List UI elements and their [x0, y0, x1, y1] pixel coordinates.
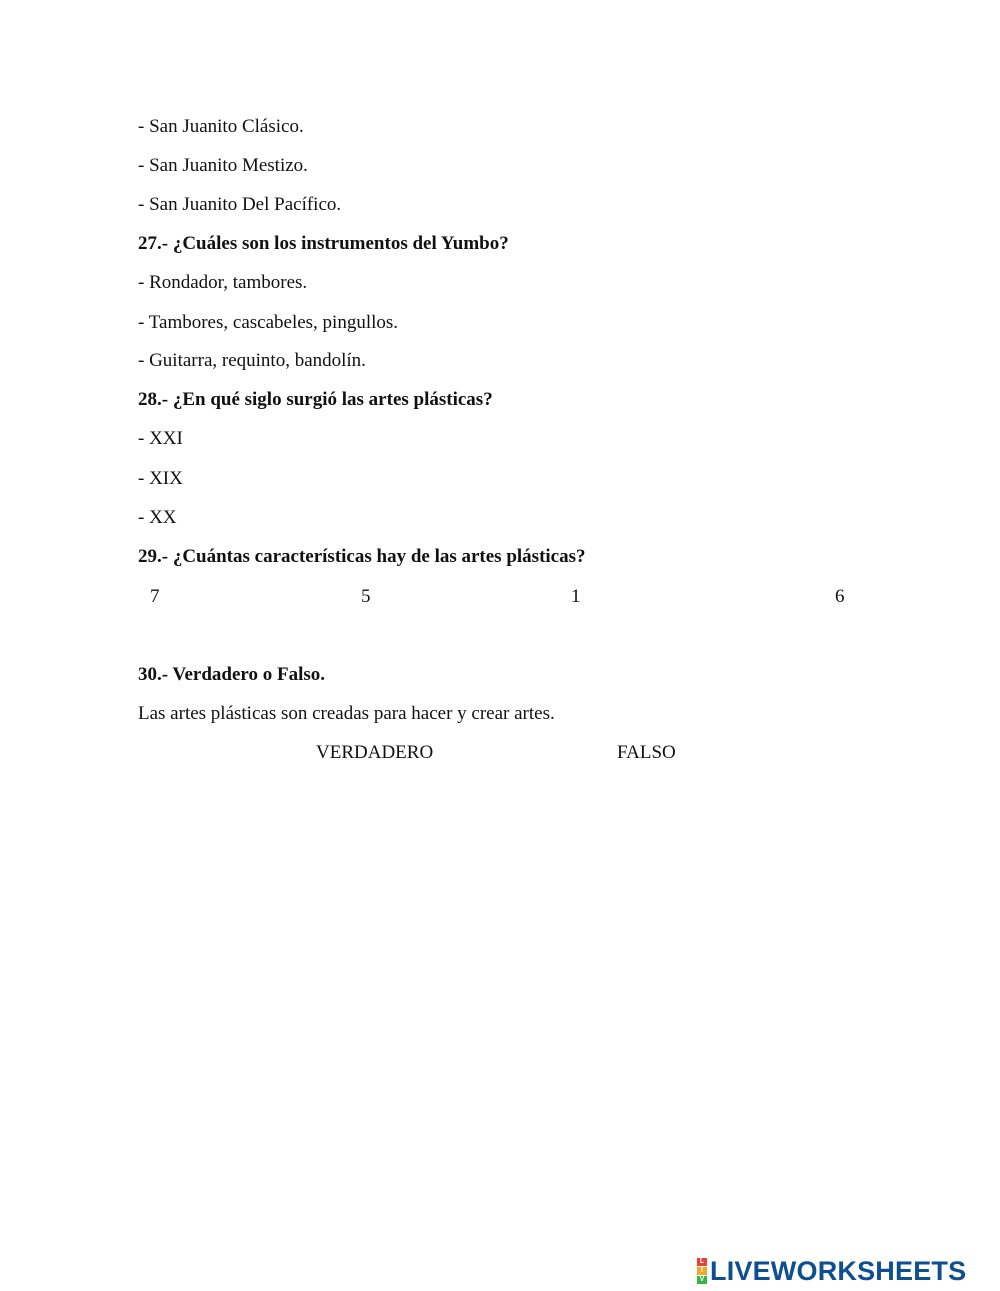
q29-option-1[interactable]: 7: [150, 586, 160, 607]
logo-tile-v: V: [697, 1276, 707, 1284]
logo-tile-l: L: [697, 1258, 707, 1266]
q29-option-2[interactable]: 5: [361, 586, 371, 607]
q28-question: 28.- ¿En qué siglo surgió las artes plásticas?: [138, 389, 493, 410]
logo-tile-i: I: [697, 1267, 707, 1275]
q29-option-3[interactable]: 1: [571, 586, 581, 607]
q27-question: 27.- ¿Cuáles son los instrumentos del Yumbo?: [138, 233, 509, 254]
q26-option-2: - San Juanito Mestizo.: [138, 155, 308, 176]
q29-option-4[interactable]: 6: [835, 586, 845, 607]
liveworksheets-logo: [697, 1255, 966, 1287]
q28-option-3: - XX: [138, 507, 177, 528]
q28-option-2: - XIX: [138, 468, 183, 489]
true-option[interactable]: VERDADERO: [316, 742, 434, 763]
logo-text: LIVEWORKSHEETS: [710, 1255, 967, 1286]
q27-option-1: - Rondador, tambores.: [138, 272, 308, 293]
q27-option-3: - Guitarra, requinto, bandolín.: [138, 350, 366, 371]
q27-option-2: - Tambores, cascabeles, pingullos.: [138, 312, 399, 333]
logo-tiles-icon: [697, 1258, 707, 1284]
q26-option-1: - San Juanito Clásico.: [138, 116, 304, 137]
q28-option-1: - XXI: [138, 428, 183, 449]
q26-option-3: - San Juanito Del Pacífico.: [138, 194, 342, 215]
q29-question: 29.- ¿Cuántas características hay de las artes plásticas?: [138, 546, 586, 567]
q30-statement: Las artes plásticas son creadas para hacer y crear artes.: [138, 703, 555, 724]
q30-question: 30.- Verdadero o Falso.: [138, 664, 326, 685]
false-option[interactable]: FALSO: [617, 742, 676, 763]
